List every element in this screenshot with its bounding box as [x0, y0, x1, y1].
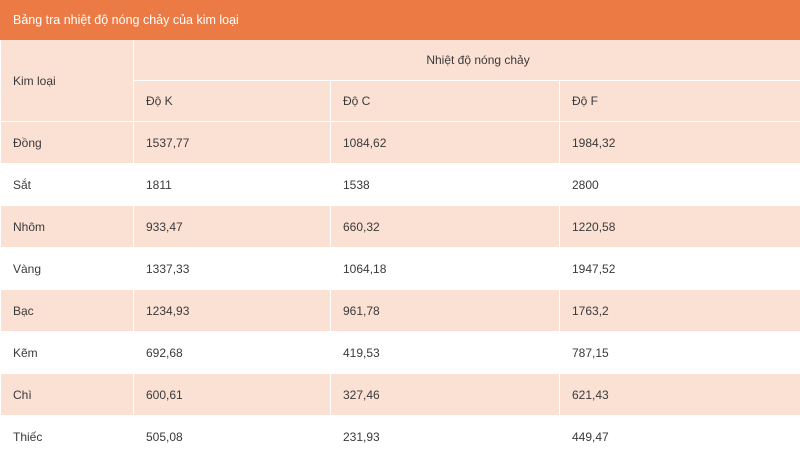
cell-celsius: 231,93: [331, 416, 560, 458]
cell-kelvin: 1811: [134, 164, 331, 206]
table-row: [1, 122, 800, 164]
cell-fahrenheit: 621,43: [560, 374, 800, 416]
cell-fahrenheit: 1984,32: [560, 122, 800, 164]
cell-kelvin: 692,68: [134, 332, 331, 374]
table-row: [1, 164, 800, 206]
cell-metal: Vàng: [1, 248, 134, 290]
table-row: [1, 332, 800, 374]
cell-metal: Kẽm: [1, 332, 134, 374]
header-temperature-group: Nhiệt độ nóng chảy: [134, 40, 800, 81]
cell-metal: Thiếc: [1, 416, 134, 458]
cell-metal: Chì: [1, 374, 134, 416]
table-row: [1, 248, 800, 290]
header-unit-kelvin: Độ K: [134, 81, 331, 122]
cell-fahrenheit: 449,47: [560, 416, 800, 458]
header-metal: Kim loại: [1, 40, 134, 122]
table-row: [1, 416, 800, 458]
cell-kelvin: 1337,33: [134, 248, 331, 290]
cell-kelvin: 600,61: [134, 374, 331, 416]
table-title-row: [1, 1, 800, 40]
cell-celsius: 1084,62: [331, 122, 560, 164]
cell-fahrenheit: 787,15: [560, 332, 800, 374]
cell-celsius: 961,78: [331, 290, 560, 332]
table-row: [1, 290, 800, 332]
cell-fahrenheit: 1947,52: [560, 248, 800, 290]
cell-celsius: 419,53: [331, 332, 560, 374]
header-unit-celsius: Độ C: [331, 81, 560, 122]
cell-celsius: 327,46: [331, 374, 560, 416]
cell-fahrenheit: 2800: [560, 164, 800, 206]
cell-celsius: 660,32: [331, 206, 560, 248]
cell-fahrenheit: 1763,2: [560, 290, 800, 332]
cell-kelvin: 1537,77: [134, 122, 331, 164]
cell-kelvin: 933,47: [134, 206, 331, 248]
cell-metal: Nhôm: [1, 206, 134, 248]
header-unit-fahrenheit: Độ F: [560, 81, 800, 122]
cell-celsius: 1064,18: [331, 248, 560, 290]
cell-kelvin: 1234,93: [134, 290, 331, 332]
table-header-group-row: [1, 40, 800, 81]
cell-kelvin: 505,08: [134, 416, 331, 458]
table-title: Bảng tra nhiệt độ nóng chảy của kim loại: [1, 1, 800, 40]
cell-fahrenheit: 1220,58: [560, 206, 800, 248]
cell-celsius: 1538: [331, 164, 560, 206]
cell-metal: Đồng: [1, 122, 134, 164]
cell-metal: Bạc: [1, 290, 134, 332]
table-row: [1, 206, 800, 248]
table-row: [1, 374, 800, 416]
cell-metal: Sắt: [1, 164, 134, 206]
